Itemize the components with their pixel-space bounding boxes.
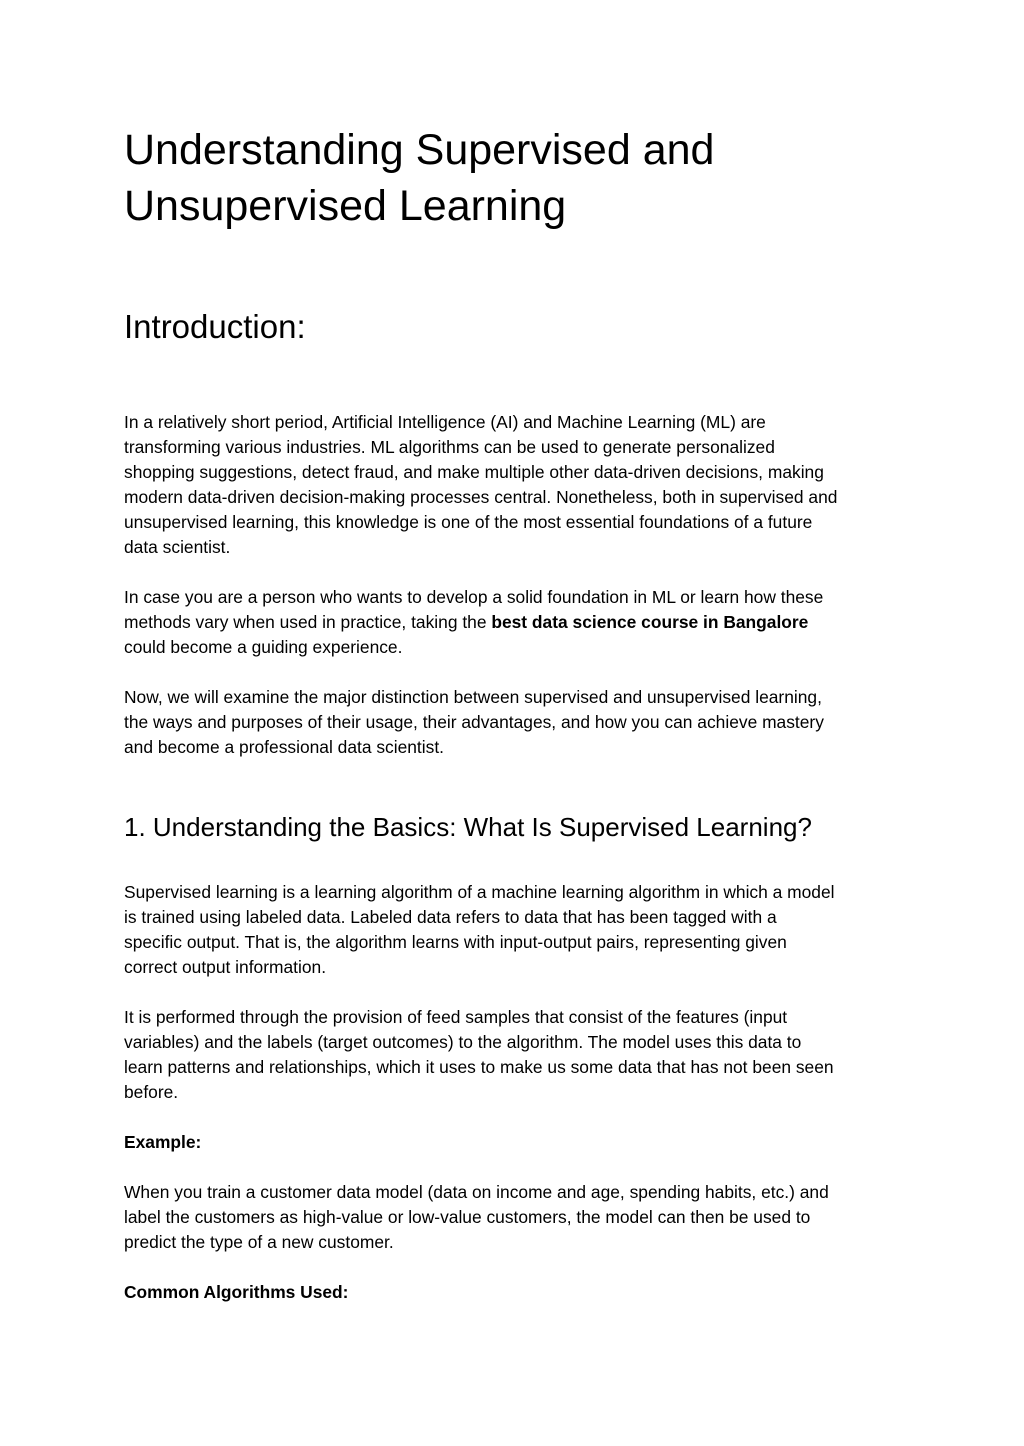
text-line: When you train a customer data model (data on income and age, spending habits, etc.) and (124, 1182, 829, 1202)
section-1-paragraph-2 (124, 1005, 914, 1105)
example-paragraph (124, 1180, 914, 1255)
text-line: variables) and the labels (target outcomes) to the algorithm. The model uses this data to (124, 1032, 802, 1052)
text-line: shopping suggestions, detect fraud, and make multiple other data-driven decisions, making (124, 462, 824, 482)
text-line: methods vary when used in practice, taking the (124, 612, 492, 632)
text-line: unsupervised learning, this knowledge is one of the most essential foundations of a future (124, 512, 813, 532)
text-line: modern data-driven decision-making processes central. Nonetheless, both in supervised and (124, 487, 838, 507)
text-line: predict the type of a new customer. (124, 1232, 394, 1252)
intro-paragraph-2 (124, 585, 914, 660)
text-line: the ways and purposes of their usage, their advantages, and how you can achieve mastery (124, 712, 824, 732)
text-line: could become a guiding experience. (124, 637, 403, 657)
text-line: Supervised learning is a learning algorithm of a machine learning algorithm in which a model (124, 882, 835, 902)
text-line: In case you are a person who wants to develop a solid foundation in ML or learn how these (124, 587, 824, 607)
section-1-heading: 1. Understanding the Basics: What Is Supervised Learning? (124, 812, 812, 842)
introduction-heading: Introduction: (124, 308, 306, 345)
example-label: Example: (124, 1132, 202, 1152)
section-1-paragraph-1 (124, 880, 914, 980)
text-line: label the customers as high-value or low-value customers, the model can then be used to (124, 1207, 811, 1227)
common-algorithms-label: Common Algorithms Used: (124, 1282, 349, 1302)
title-line-1: Understanding Supervised and (124, 126, 715, 174)
text-line: correct output information. (124, 957, 327, 977)
intro-paragraph-3 (124, 685, 914, 760)
text-line: data scientist. (124, 537, 231, 557)
text-line: and become a professional data scientist. (124, 737, 444, 757)
text-line: It is performed through the provision of feed samples that consist of the features (input (124, 1007, 788, 1027)
intro-paragraph-1 (124, 410, 914, 560)
text-line: transforming various industries. ML algorithms can be used to generate personalized (124, 437, 775, 457)
document-title (124, 122, 914, 234)
course-highlight: best data science course in Bangalore (491, 612, 809, 632)
text-line: before. (124, 1082, 179, 1102)
title-line-2: Unsupervised Learning (124, 182, 567, 230)
text-line: In a relatively short period, Artificial Intelligence (AI) and Machine Learning (ML) are (124, 412, 766, 432)
text-line: specific output. That is, the algorithm learns with input-output pairs, representing given (124, 932, 787, 952)
text-line: Now, we will examine the major distinction between supervised and unsupervised learning, (124, 687, 822, 707)
text-line: is trained using labeled data. Labeled data refers to data that has been tagged with a (124, 907, 777, 927)
text-line: learn patterns and relationships, which it uses to make us some data that has not been seen (124, 1057, 834, 1077)
